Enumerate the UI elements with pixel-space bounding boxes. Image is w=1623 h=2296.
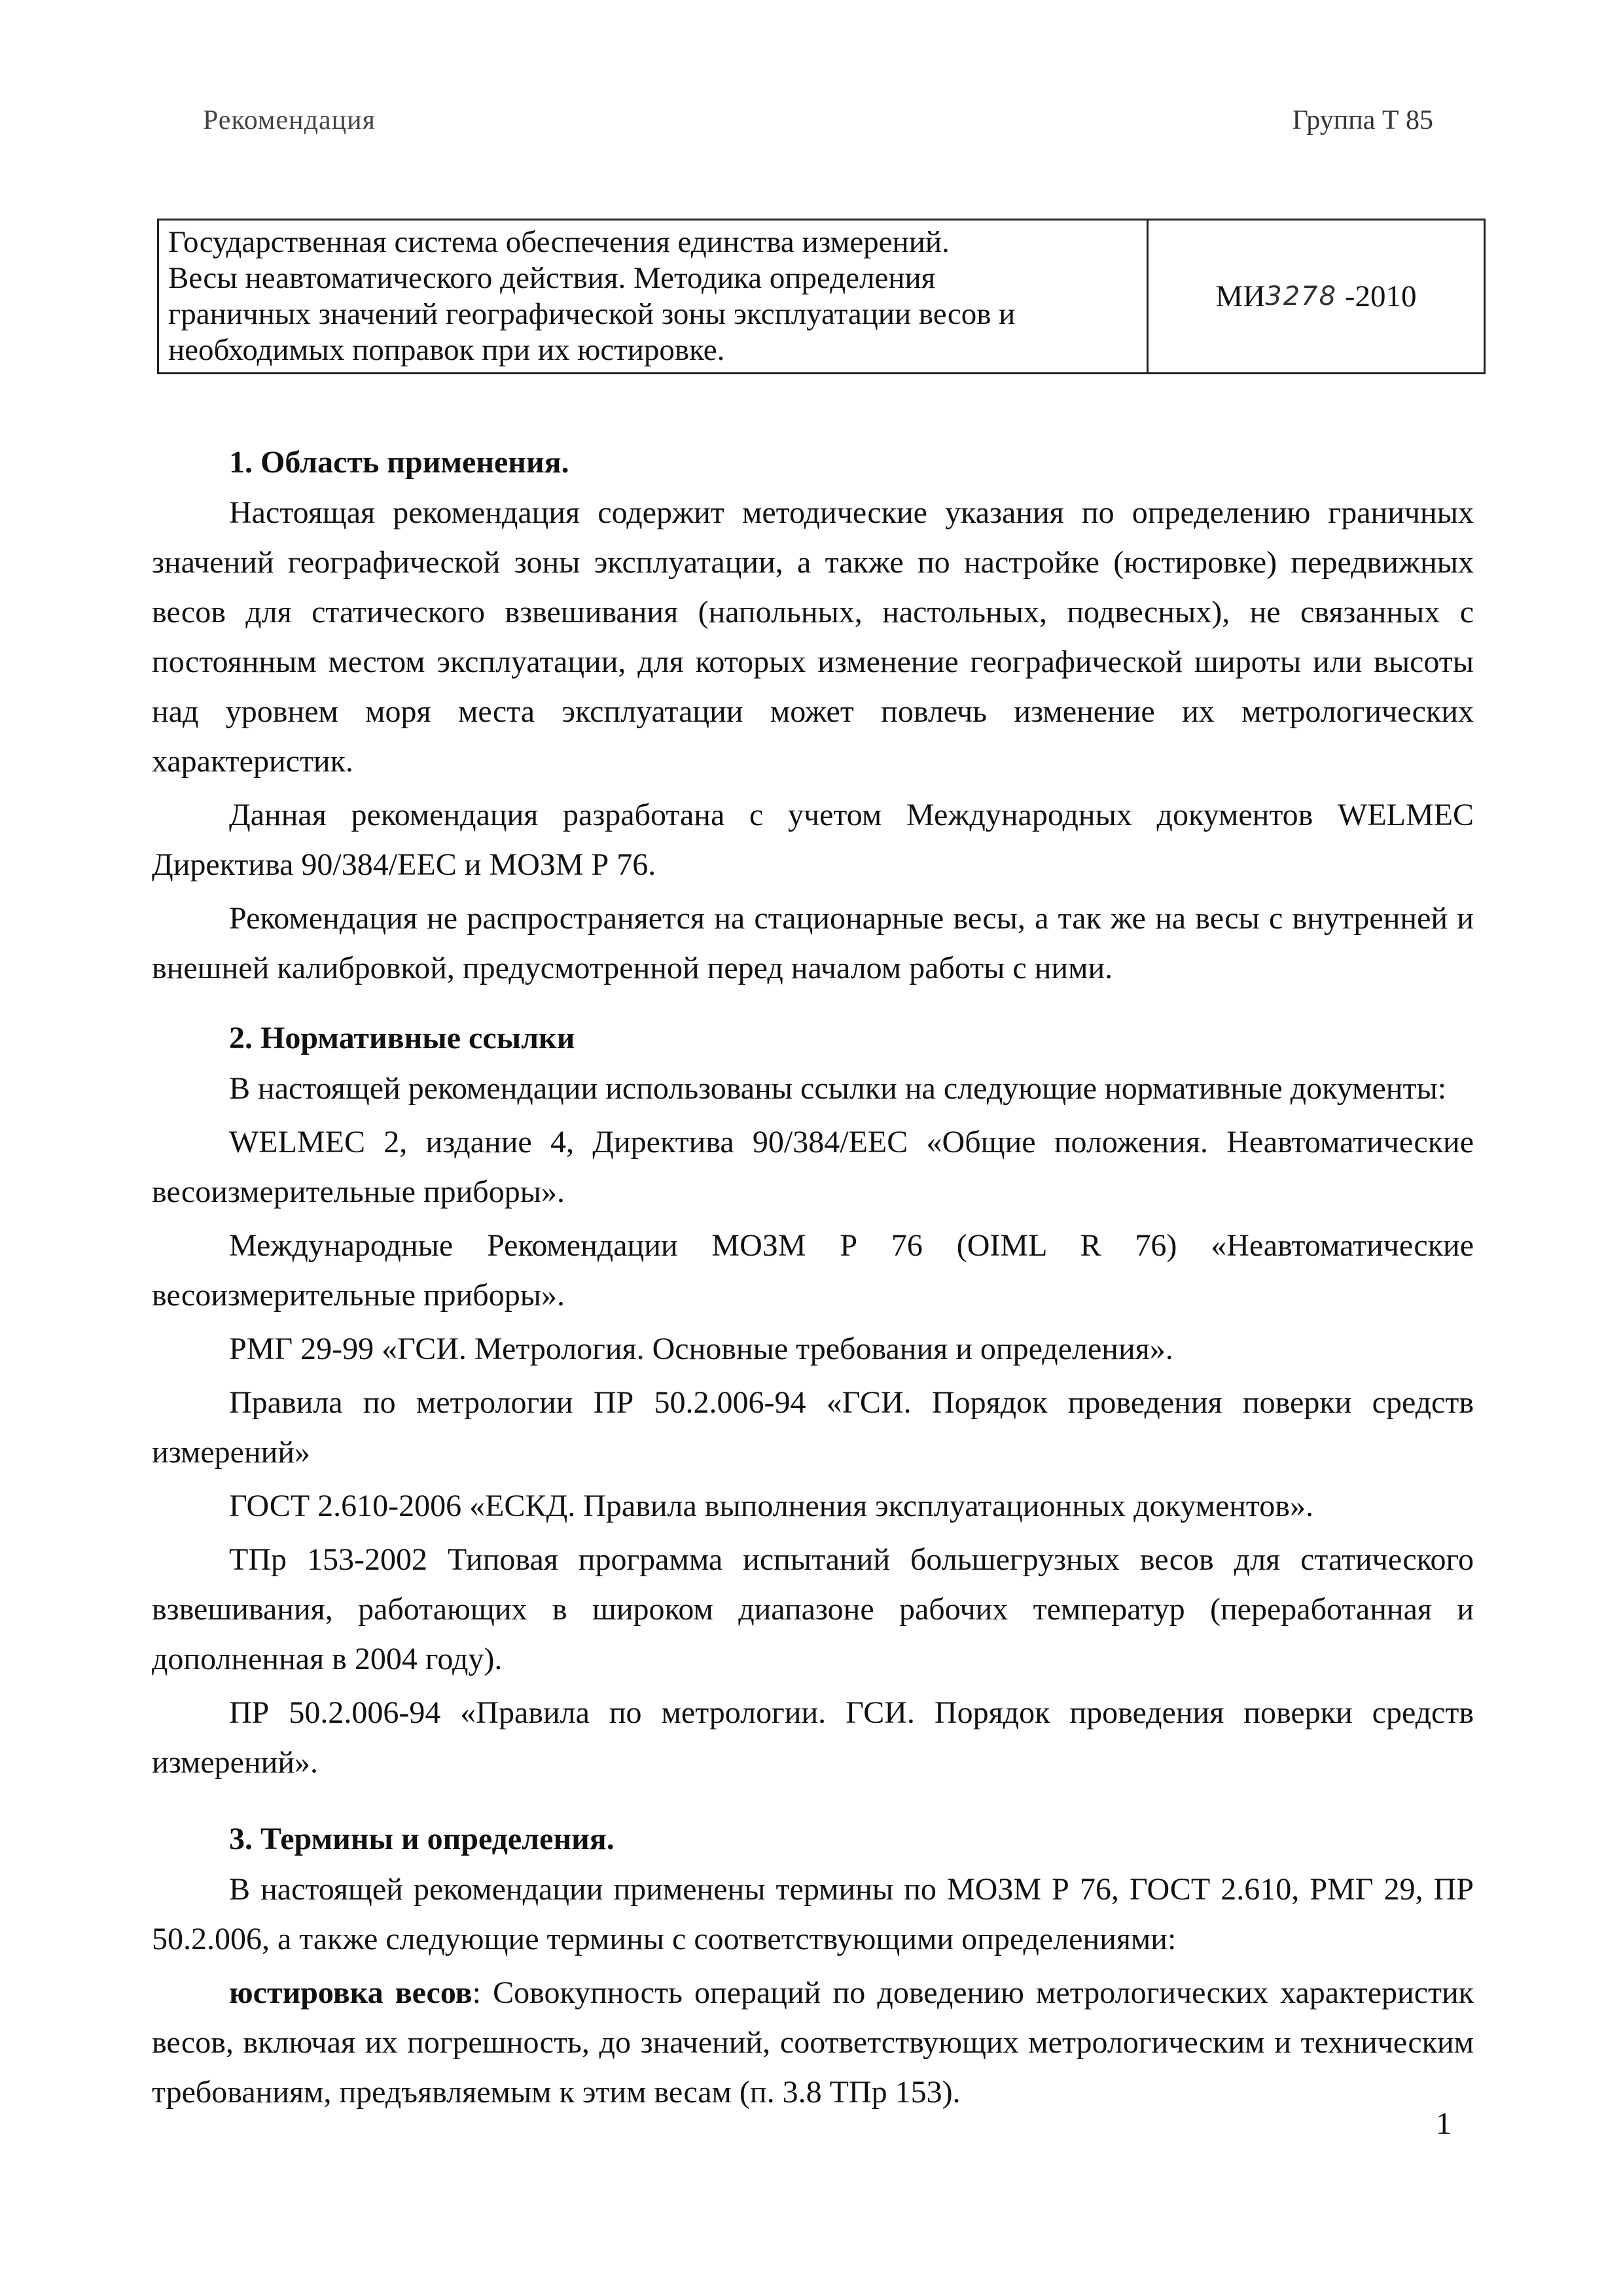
title-text xyxy=(159,221,1149,372)
definition-text: : Совокупность операций по доведению метрологических характеристик весов, включая их погрешность, до значений, соответствующих метрологическим и техническим требованиям, предъявляемым к этим весам (п. 3.8 ТПр 153). xyxy=(152,1975,1474,2110)
paragraph: РМГ 29-99 «ГСИ. Метрология. Основные требования и определения». xyxy=(229,1332,1173,1366)
header-left: Рекомендация xyxy=(203,105,376,135)
title-box xyxy=(157,219,1486,374)
paragraph: ГОСТ 2.610-2006 «ЕСКД. Правила выполнения эксплуатационных документов». xyxy=(229,1489,1313,1523)
paragraph: Рекомендация не распространяется на стационарные весы, а так же на весы с внутренней и внешней калибровкой, предусмотренной перед началом работы с ними. xyxy=(152,901,1474,985)
title-line: Весы неавтоматического действия. Методика определения xyxy=(168,261,936,295)
paragraph: ТПр 153-2002 Типовая программа испытаний большегрузных весов для статического взвешивания, работающих в широком диапазоне рабочих температур (переработанная и дополненная в 2004 году). xyxy=(152,1542,1474,1676)
paragraph: Данная рекомендация разработана с учетом Международных документов WELMEC Директива 90/384/EEC и МОЗМ Р 76. xyxy=(152,798,1474,882)
paragraph: В настоящей рекомендации применены термины по МОЗМ Р 76, ГОСТ 2.610, РМГ 29, ПР 50.2.006, а также следующие термины с соответствующими определениями: xyxy=(152,1872,1474,1956)
title-line: граничных значений географической зоны эксплуатации весов и xyxy=(168,297,1016,331)
paragraph: Международные Рекомендации МОЗМ Р 76 (OIML R 76) «Неавтоматические весоизмерительные приборы». xyxy=(152,1228,1474,1313)
paragraph: В настоящей рекомендации использованы ссылки на следующие нормативные документы: xyxy=(229,1071,1447,1106)
paragraph: Настоящая рекомендация содержит методические указания по определению граничных значений географической зоны эксплуатации, а также по настройке (юстировке) передвижных весов для статического взвешивания (напольных, настольных, подвесных), не связанных с постоянным местом эксплуатации, для которых изменение географической широты или высоты над уровнем моря места эксплуатации может повлечь изменение их метрологических характеристик. xyxy=(152,495,1474,779)
handwritten-number: 3278 xyxy=(1265,281,1338,311)
section-heading: 1. Область применения. xyxy=(229,445,569,480)
section-heading: 3. Термины и определения. xyxy=(229,1822,615,1856)
code-suffix: -2010 xyxy=(1344,279,1417,313)
page-number: 1 xyxy=(1436,2106,1452,2141)
document-code xyxy=(1149,221,1484,372)
paragraph: WELMEC 2, издание 4, Директива 90/384/EEC «Общие положения. Неавтоматические весоизмерительные приборы». xyxy=(152,1125,1474,1209)
term-definition xyxy=(152,1968,1474,2117)
title-line: Государственная система обеспечения единства измерений. xyxy=(168,225,950,259)
header-right: Группа Т 85 xyxy=(1292,105,1433,135)
term: юстировка весов xyxy=(229,1975,473,2010)
code-prefix: МИ xyxy=(1215,279,1266,313)
title-line: необходимых поправок при их юстировке. xyxy=(168,333,725,367)
paragraph: Правила по метрологии ПР 50.2.006-94 «ГСИ. Порядок проведения поверки средств измерений» xyxy=(152,1385,1474,1470)
document-body xyxy=(152,437,1474,2117)
paragraph: ПР 50.2.006-94 «Правила по метрологии. ГСИ. Порядок проведения поверки средств измерений». xyxy=(152,1695,1474,1780)
section-heading: 2. Нормативные ссылки xyxy=(229,1021,575,1055)
